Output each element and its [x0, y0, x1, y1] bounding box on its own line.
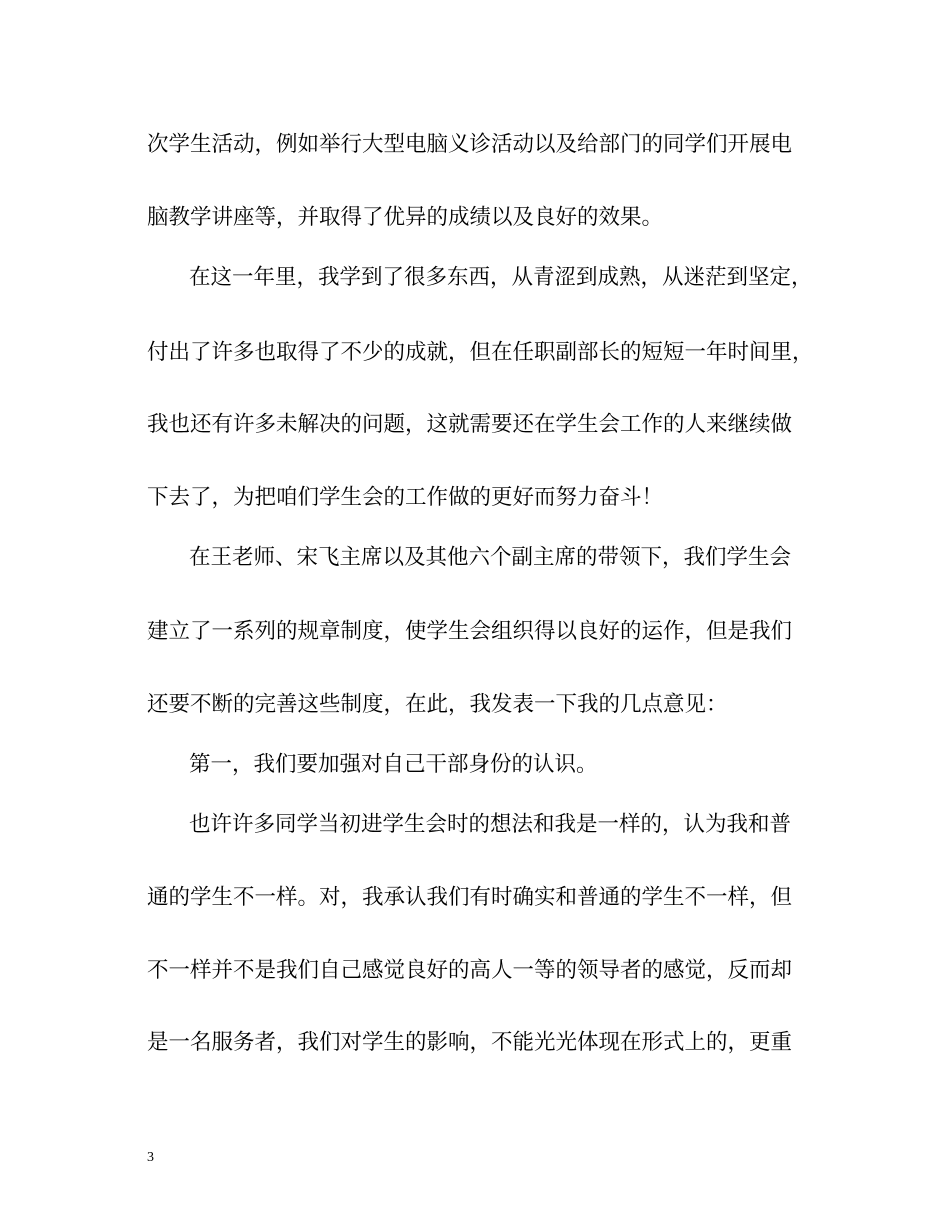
- text-line: 付出了许多也取得了不少的成就，但在任职副部长的短短一年时间里，: [147, 340, 814, 365]
- text-line: 下去了，为把咱们学生会的工作做的更好而努力奋斗！: [147, 485, 664, 510]
- text-line: 次学生活动，例如举行大型电脑义诊活动以及给部门的同学们开展电: [147, 132, 793, 157]
- text-line: 也许许多同学当初进学生会时的想法和我是一样的，认为我和普: [189, 812, 792, 837]
- text-line: 通的学生不一样。对，我承认我们有时确实和普通的学生不一样，但: [147, 885, 793, 910]
- page-number: 3: [147, 1150, 154, 1165]
- text-line: 在这一年里，我学到了很多东西，从青涩到成熟，从迷茫到坚定，: [189, 265, 813, 290]
- text-line: 建立了一系列的规章制度，使学生会组织得以良好的运作，但是我们: [147, 619, 793, 644]
- text-line: 在王老师、宋飞主席以及其他六个副主席的带领下，我们学生会: [189, 545, 792, 570]
- text-line: 我也还有许多未解决的问题，这就需要还在学生会工作的人来继续做: [147, 412, 793, 437]
- text-line: 不一样并不是我们自己感觉良好的高人一等的领导者的感觉，反而却: [147, 958, 793, 983]
- text-line: 第一，我们要加强对自己干部身份的认识。: [189, 752, 598, 777]
- text-line: 还要不断的完善这些制度，在此，我发表一下我的几点意见：: [147, 692, 728, 717]
- text-line: 脑教学讲座等，并取得了优异的成绩以及良好的效果。: [147, 205, 664, 230]
- text-line: 是一名服务者，我们对学生的影响，不能光光体现在形式上的，更重: [147, 1030, 793, 1055]
